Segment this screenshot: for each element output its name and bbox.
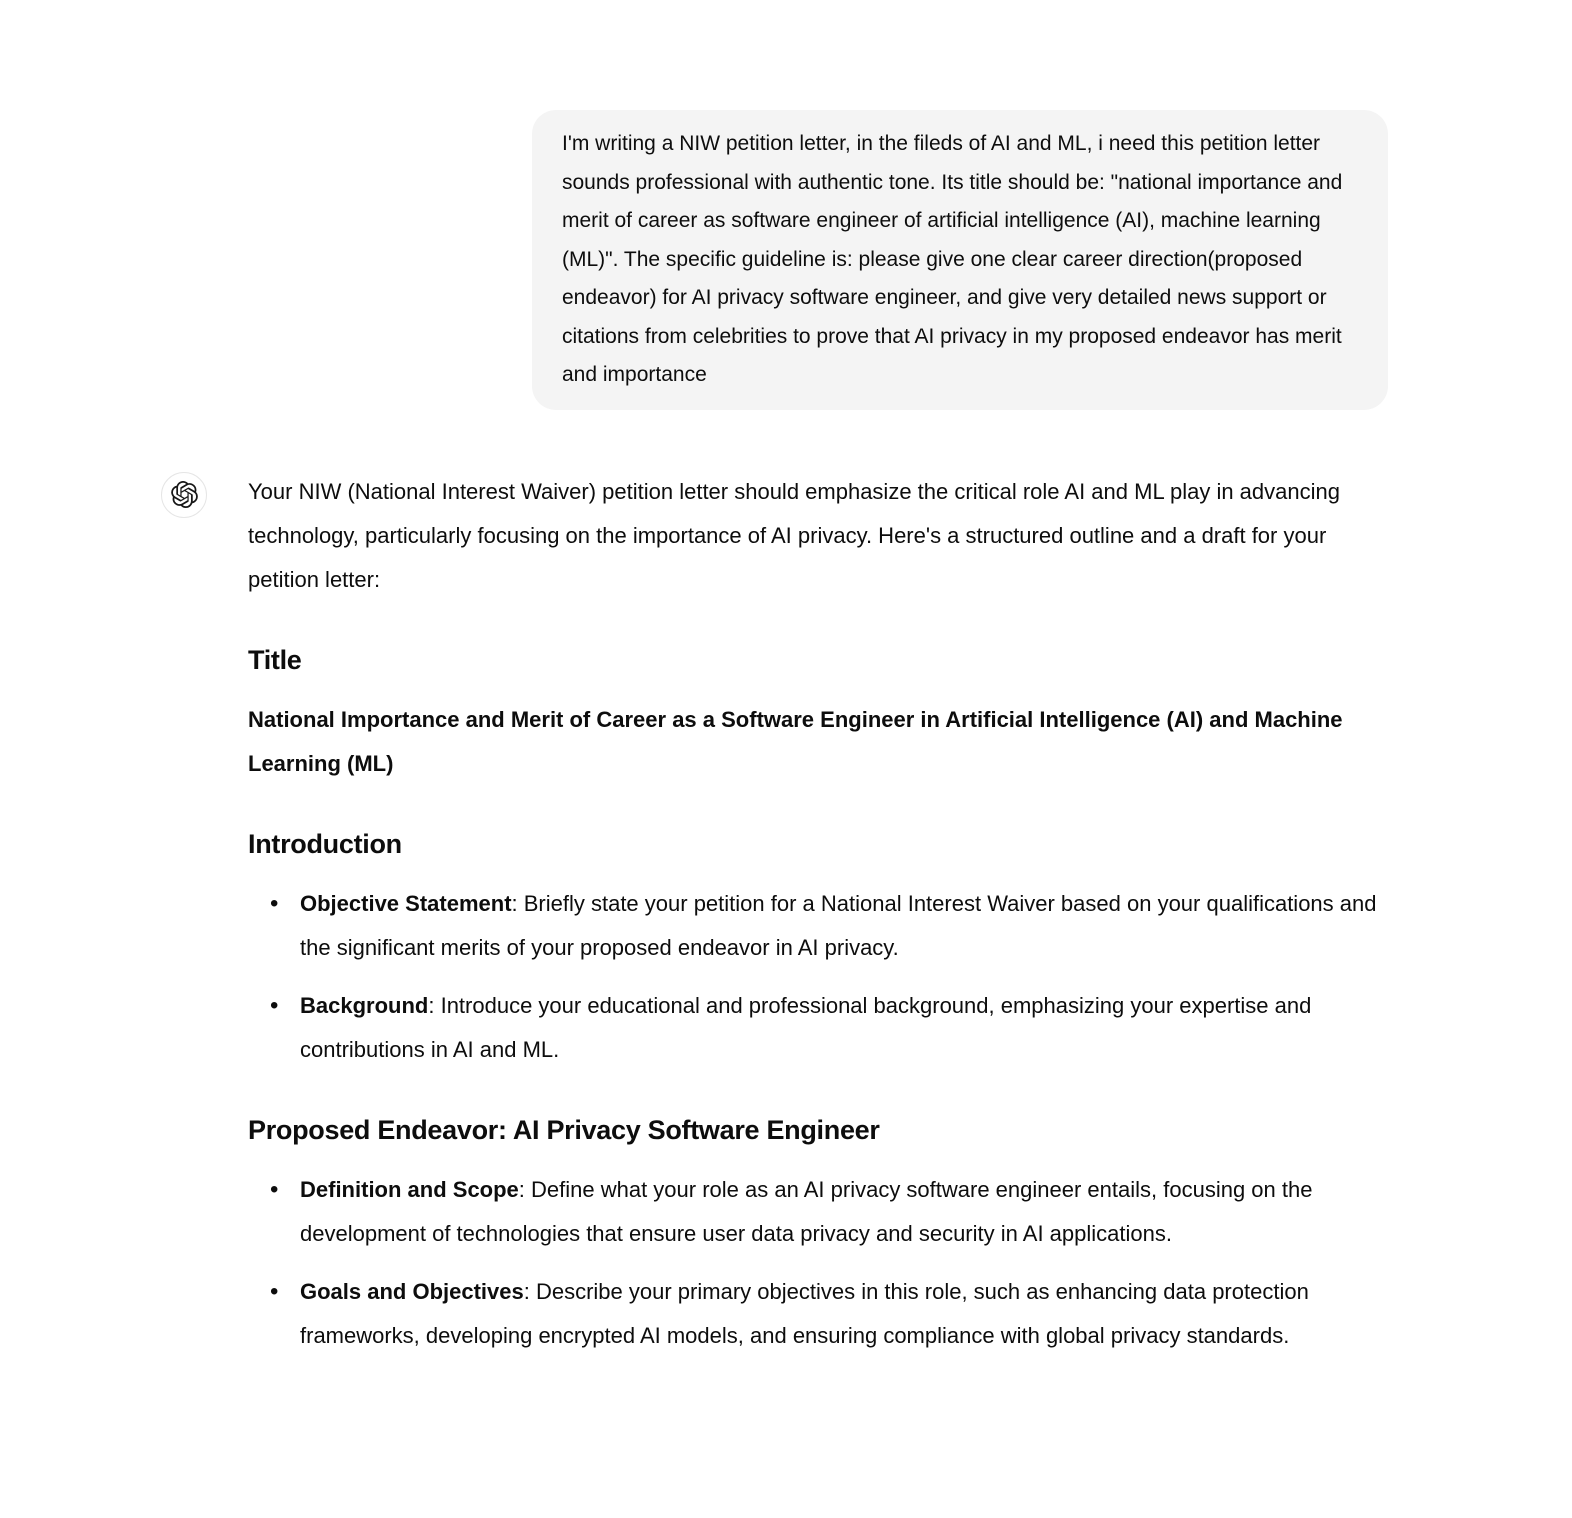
- bullet-label: Background: [300, 992, 429, 1018]
- proposed-endeavor-bullet-list: [248, 1168, 1388, 1358]
- list-item-objective-statement: [248, 882, 1388, 970]
- section-heading-proposed-endeavor: Proposed Endeavor: AI Privacy Software Engineer: [248, 1114, 880, 1145]
- bullet-label: Objective Statement: [300, 890, 512, 916]
- bullet-text: : Describe your primary objectives in this role, such as enhancing data protection frameworks, developing encrypted AI models, and ensuring compliance with global privacy standards.: [300, 1278, 1309, 1348]
- openai-logo-icon: [171, 481, 198, 508]
- bullet-text: : Define what your role as an AI privacy software engineer entails, focusing on the development of technologies that ensure user data privacy and security in AI applications.: [300, 1176, 1313, 1246]
- assistant-intro-paragraph: Your NIW (National Interest Waiver) petition letter should emphasize the critical role AI and ML play in advancing technology, particularly focusing on the importance of AI privacy. Here's a structured outline and a draft for your petition letter:: [248, 478, 1340, 592]
- bullet-label: Goals and Objectives: [300, 1278, 524, 1304]
- section-heading-introduction: Introduction: [248, 828, 402, 859]
- bullet-label: Definition and Scope: [300, 1176, 519, 1202]
- introduction-bullet-list: [248, 882, 1388, 1072]
- list-item-definition-and-scope: [248, 1168, 1388, 1256]
- bullet-text: : Briefly state your petition for a National Interest Waiver based on your qualifications and the significant merits of your proposed endeavor in AI privacy.: [300, 890, 1377, 960]
- assistant-avatar: [161, 472, 207, 518]
- conversation-thread: [161, 0, 1388, 1372]
- petition-title-text: National Importance and Merit of Career as a Software Engineer in Artificial Intelligence (AI) and Machine Learning (ML): [248, 706, 1343, 776]
- user-message-bubble: I'm writing a NIW petition letter, in the fileds of AI and ML, i need this petition letter sounds professional with authentic tone. Its title should be: "national importance and merit of career as software engineer of artificial intelligence (AI), machine learning (ML)". The specific guideline is: please give one clear career direction(proposed endeavor) for AI privacy software engineer, and give very detailed news support or citations from celebrities to prove that AI privacy in my proposed endeavor has merit and importance: [532, 110, 1388, 410]
- section-heading-title: Title: [248, 644, 302, 675]
- list-item-background: [248, 984, 1388, 1072]
- assistant-message-row: [161, 470, 1388, 1372]
- bullet-text: : Introduce your educational and professional background, emphasizing your expertise and contributions in AI and ML.: [300, 992, 1312, 1062]
- list-item-goals-and-objectives: [248, 1270, 1388, 1358]
- user-message-row: [161, 110, 1388, 410]
- assistant-message-content: [248, 470, 1388, 1372]
